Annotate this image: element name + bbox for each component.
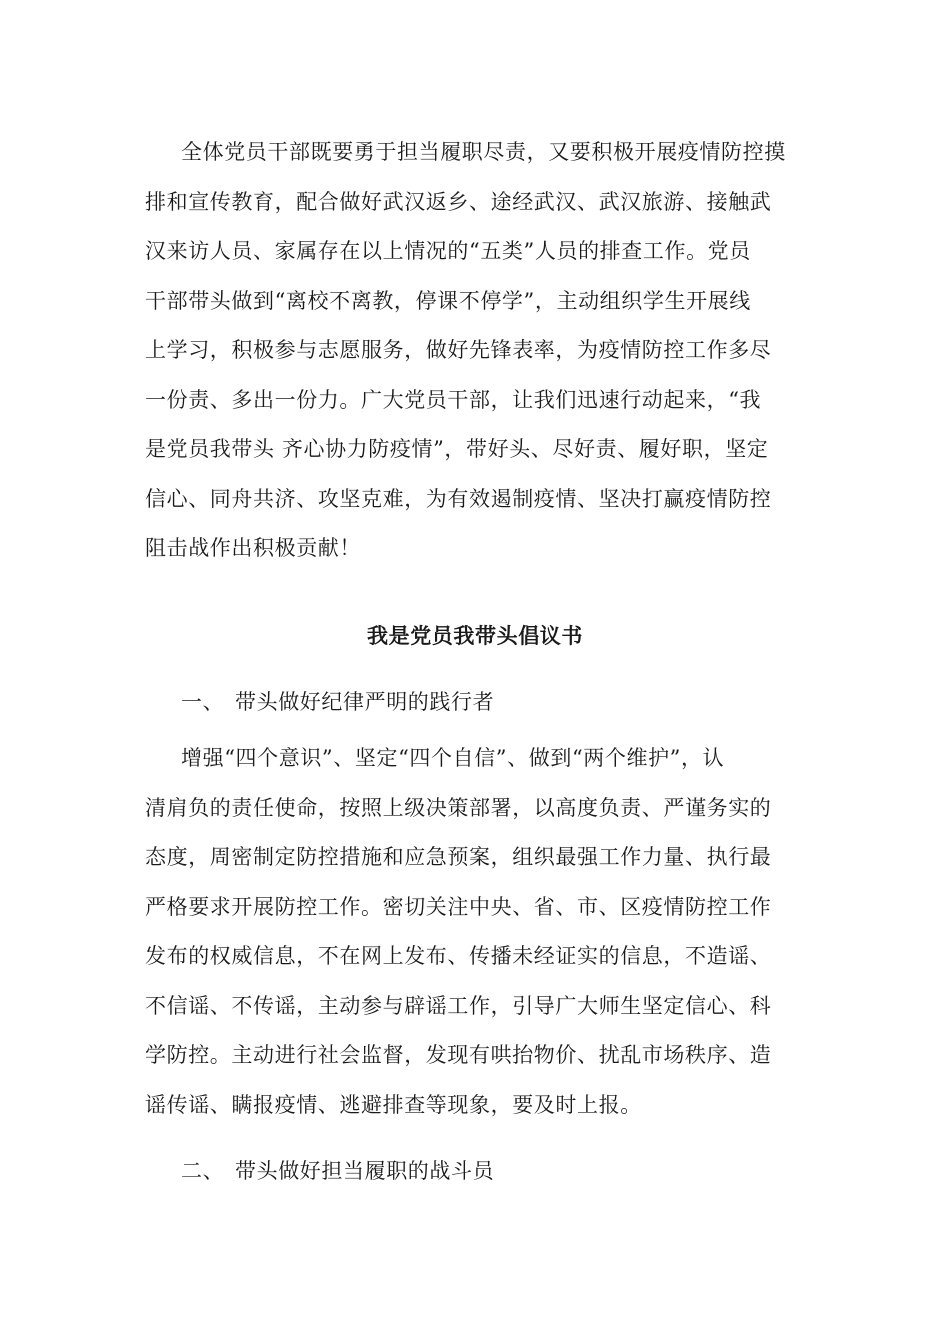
text-line: 谣传谣、瞒报疫情、逃避排查等现象，要及时上报。 xyxy=(145,1092,642,1117)
text-line: 学防控。主动进行社会监督，发现有哄抬物价、扰乱市场秩序、造 xyxy=(145,1043,772,1067)
text-line: 全体党员干部既要勇于担当履职尽责，又要积极开展疫情防控摸 xyxy=(181,140,786,164)
text-line: 态度，周密制定防控措施和应急预案，组织最强工作力量、执行最 xyxy=(145,845,772,869)
text-line: 信心、同舟共济、攻坚克难，为有效遏制疫情、坚决打赢疫情防控 xyxy=(145,486,772,511)
text-line: 发布的权威信息，不在网上发布、传播未经证实的信息，不造谣、 xyxy=(145,944,772,968)
text-line: 汉来访人员、家属存在以上情况的“五类”人员的排查工作。党员 xyxy=(145,239,751,263)
text-line: 严格要求开展防控工作。密切关注中央、省、市、区疫情防控工作 xyxy=(145,894,772,919)
section-number: 一、 xyxy=(181,690,225,714)
section1-paragraph xyxy=(145,734,805,1130)
intro-paragraph xyxy=(145,128,805,574)
text-line: 不信谣、不传谣，主动参与辟谣工作，引导广大师生坚定信心、科 xyxy=(145,993,772,1018)
text-line: 排和宣传教育，配合做好武汉返乡、途经武汉、武汉旅游、接触武 xyxy=(145,189,772,214)
section-heading-text: 带头做好纪律严明的践行者 xyxy=(235,690,495,714)
document-title: 我是党员我带头倡议书 xyxy=(367,623,583,648)
section-heading-text: 带头做好担当履职的战斗员 xyxy=(235,1159,495,1183)
text-line: 是党员我带头 齐心协力防疫情”，带好头、尽好责、履好职，坚定 xyxy=(145,437,769,461)
section-heading-2 xyxy=(181,1155,494,1185)
section-number: 二、 xyxy=(181,1159,225,1183)
text-line: 阻击战作出积极贡献！ xyxy=(145,536,361,560)
text-line: 干部带头做到“离校不离教，停课不停学”，主动组织学生开展线 xyxy=(145,288,751,313)
text-line: 上学习，积极参与志愿服务，做好先锋表率，为疫情防控工作多尽 xyxy=(145,338,772,362)
section-heading-1 xyxy=(181,686,494,716)
text-line: 增强“四个意识”、坚定“四个自信”、做到“两个维护”，认 xyxy=(181,746,725,770)
text-line: 一份责、多出一份力。广大党员干部，让我们迅速行动起来，“我 xyxy=(145,387,762,412)
text-line: 清肩负的责任使命，按照上级决策部署，以高度负责、严谨务实的 xyxy=(145,795,772,820)
